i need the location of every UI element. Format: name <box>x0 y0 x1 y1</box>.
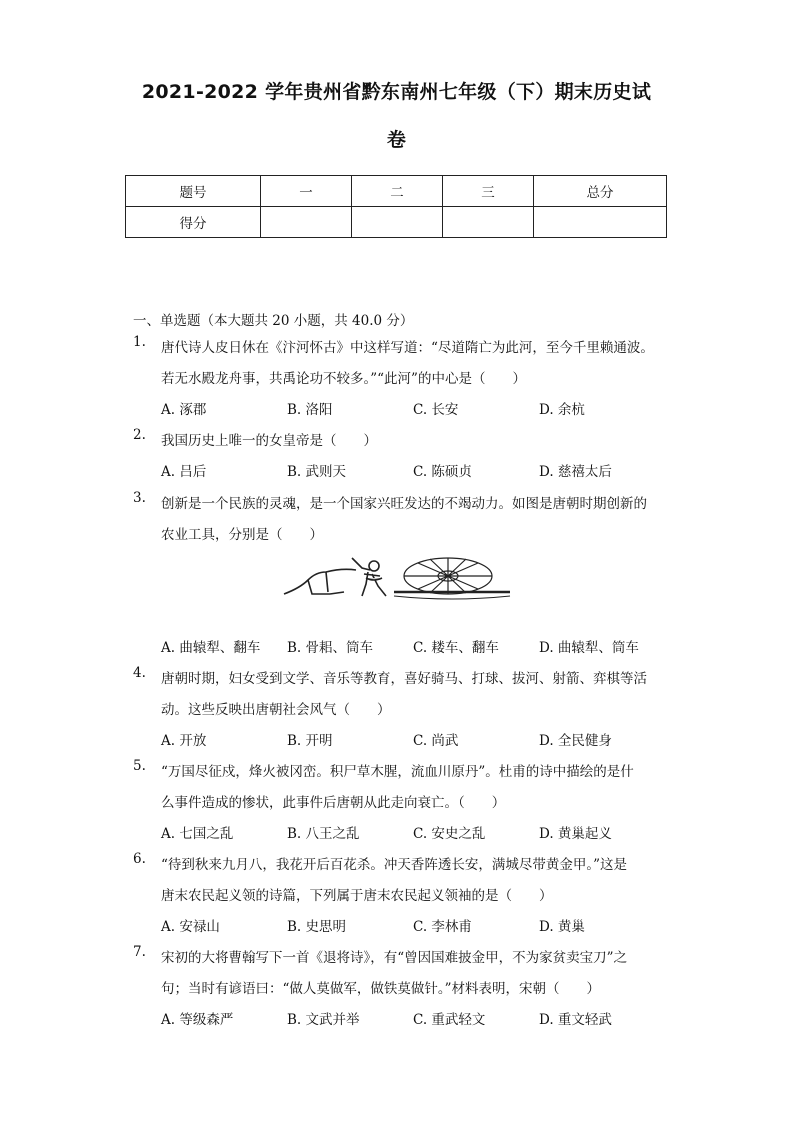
option-d[interactable]: D. 黄巢 <box>539 919 585 935</box>
option-row <box>161 457 673 488</box>
score-header-cell: 总分 <box>534 176 667 207</box>
score-header-cell: 一 <box>261 176 352 207</box>
option-a[interactable]: A. 曲辕犁、翻车 <box>161 640 261 656</box>
option-c[interactable]: C. 安史之乱 <box>413 826 486 842</box>
question-5 <box>133 757 673 850</box>
section-heading: 一、单选题（本大题共 20 小题，共 40.0 分） <box>133 313 414 329</box>
question-stem <box>161 850 673 912</box>
option-b[interactable]: B. 骨耜、筒车 <box>287 640 374 656</box>
question-2 <box>133 426 673 488</box>
question-stem <box>161 489 673 551</box>
stem-line: 么事件造成的惨状，此事件后唐朝从此走向衰亡。（ ） <box>161 795 506 811</box>
stem-line: 动。这些反映出唐朝社会风气（ ） <box>161 702 391 718</box>
score-row-label: 得分 <box>126 207 261 238</box>
option-d[interactable]: D. 黄巢起义 <box>539 826 612 842</box>
plow-image <box>284 558 386 596</box>
score-cell <box>261 207 352 238</box>
option-row <box>161 819 673 850</box>
option-a[interactable]: A. 等级森严 <box>161 1012 234 1028</box>
option-c[interactable]: C. 尚武 <box>413 733 459 749</box>
option-c[interactable]: C. 陈硕贞 <box>413 464 472 480</box>
option-c[interactable]: C. 重武轻文 <box>413 1012 486 1028</box>
option-d[interactable]: D. 全民健身 <box>539 733 612 749</box>
question-3-options <box>133 633 673 664</box>
waterwheel-image <box>394 558 510 599</box>
question-number: 5. <box>133 758 146 774</box>
option-a[interactable]: A. 涿郡 <box>161 402 207 418</box>
question-stem <box>161 943 673 1005</box>
score-cell <box>443 207 534 238</box>
option-row <box>161 633 673 664</box>
stem-line: 唐朝时期，妇女受到文学、音乐等教育，喜好骑马、打球、拔河、射箭、弈棋等活 <box>161 671 647 687</box>
farm-tools-figure <box>282 552 514 602</box>
question-stem <box>161 333 673 395</box>
option-row <box>161 395 673 426</box>
question-7 <box>133 943 673 1036</box>
question-number: 3. <box>133 490 146 506</box>
option-d[interactable]: D. 重文轻武 <box>539 1012 612 1028</box>
question-number: 7. <box>133 944 146 960</box>
question-6 <box>133 850 673 943</box>
score-header-cell: 二 <box>352 176 443 207</box>
question-number: 1. <box>133 334 146 350</box>
option-b[interactable]: B. 史思明 <box>287 919 347 935</box>
stem-line: “万国尽征戍，烽火被冈峦。积尸草木腥，流血川原丹”。杜甫的诗中描绘的是什 <box>161 764 634 780</box>
stem-line: “待到秋来九月八，我花开后百花杀。冲天香阵透长安，满城尽带黄金甲。”这是 <box>161 857 628 873</box>
stem-line: 创新是一个民族的灵魂，是一个国家兴旺发达的不竭动力。如图是唐朝时期创新的 <box>161 496 647 512</box>
question-stem <box>161 426 673 457</box>
option-b[interactable]: B. 洛阳 <box>287 402 333 418</box>
option-a[interactable]: A. 安禄山 <box>161 919 220 935</box>
stem-line: 唐末农民起义领的诗篇，下列属于唐末农民起义领袖的是（ ） <box>161 888 553 904</box>
question-stem <box>161 757 673 819</box>
score-table-header-row <box>126 176 667 207</box>
title-line-1: 2021-2022 学年贵州省黔东南州七年级（下）期末历史试 <box>141 81 652 103</box>
score-header-cell: 题号 <box>126 176 261 207</box>
stem-line: 句；当时有谚语曰：“做人莫做军，做铁莫做针。”材料表明，宋朝（ ） <box>161 981 601 997</box>
option-a[interactable]: A. 开放 <box>161 733 207 749</box>
score-header-cell: 三 <box>443 176 534 207</box>
option-b[interactable]: B. 开明 <box>287 733 333 749</box>
option-b[interactable]: B. 武则天 <box>287 464 347 480</box>
question-3 <box>133 489 673 551</box>
stem-line: 若无水殿龙舟事，共禹论功不较多。”“此河”的中心是（ ） <box>161 371 526 387</box>
stem-line: 农业工具，分别是（ ） <box>161 527 323 543</box>
stem-line: 宋初的大将曹翰写下一首《退将诗》，有“曾因国难披金甲，不为家贫卖宝刀”之 <box>161 950 628 966</box>
question-number: 6. <box>133 851 146 867</box>
question-number: 4. <box>133 665 146 681</box>
score-cell <box>352 207 443 238</box>
option-row <box>161 912 673 943</box>
option-d[interactable]: D. 慈禧太后 <box>539 464 612 480</box>
stem-line: 唐代诗人皮日休在《汴河怀古》中这样写道：“尽道隋亡为此河，至今千里赖通波。 <box>161 340 654 356</box>
option-c[interactable]: C. 李林甫 <box>413 919 472 935</box>
option-row <box>161 726 673 757</box>
option-a[interactable]: A. 七国之乱 <box>161 826 234 842</box>
score-table <box>125 175 667 238</box>
title-line-2: 卷 <box>386 129 407 151</box>
score-table-score-row <box>126 207 667 238</box>
option-row <box>161 1005 673 1036</box>
option-d[interactable]: D. 余杭 <box>539 402 585 418</box>
stem-line: 我国历史上唯一的女皇帝是（ ） <box>161 433 377 449</box>
question-1 <box>133 333 673 426</box>
question-stem <box>161 664 673 726</box>
option-c[interactable]: C. 长安 <box>413 402 459 418</box>
page-title <box>0 68 793 164</box>
score-cell <box>534 207 667 238</box>
option-b[interactable]: B. 八王之乱 <box>287 826 360 842</box>
question-number: 2. <box>133 427 146 443</box>
option-c[interactable]: C. 耧车、翻车 <box>413 640 499 656</box>
option-b[interactable]: B. 文武并举 <box>287 1012 360 1028</box>
question-4 <box>133 664 673 757</box>
option-a[interactable]: A. 吕后 <box>161 464 207 480</box>
option-d[interactable]: D. 曲辕犁、筒车 <box>539 640 639 656</box>
